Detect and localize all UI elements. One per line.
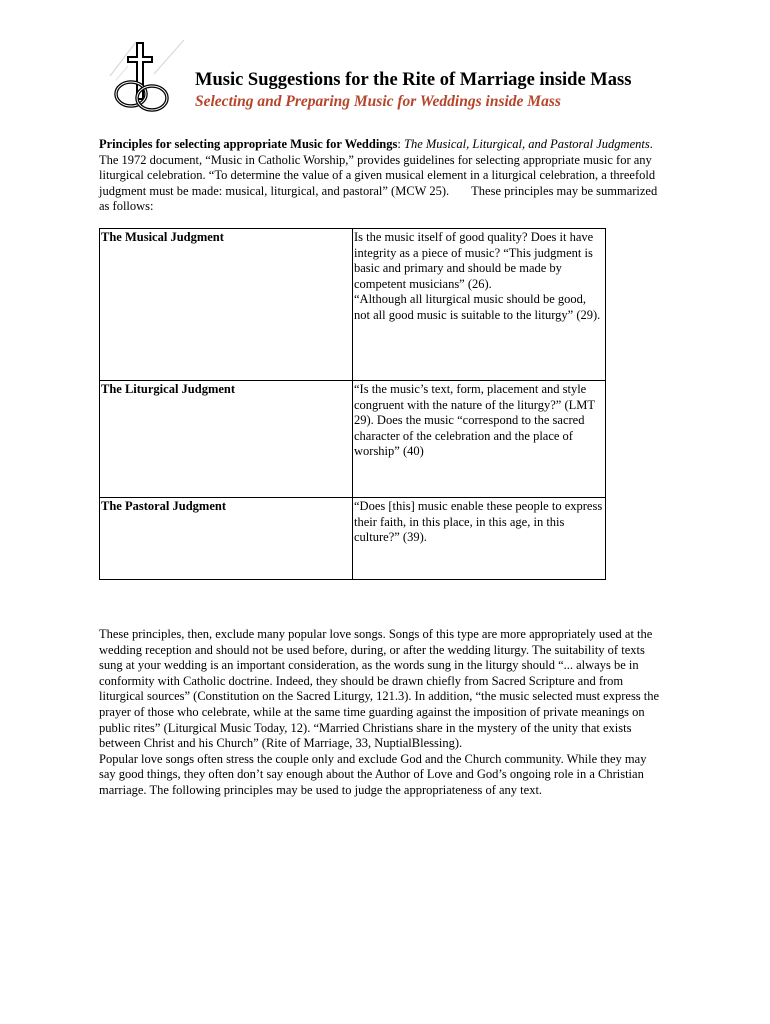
table-row [100, 498, 606, 580]
closing-text [99, 627, 665, 799]
closing-paragraph: Popular love songs often stress the couple only and exclude God and the Church community. While they may say good things, they often don’t say enough about the Author of Love and God’s ongoing role in a Christian marriage. The following principles may be used to judge the appropriateness of any text. [99, 751, 647, 797]
judgment-name: The Musical Judgment [100, 229, 353, 381]
table-row [100, 229, 606, 381]
judgment-name: The Pastoral Judgment [100, 498, 353, 580]
judgment-name: The Liturgical Judgment [100, 381, 353, 498]
judgment-description: “Does [this] music enable these people to express their faith, in this place, in this age, in this culture?” (39). [353, 498, 606, 580]
intro-tail: These principles may be summarized as follows: [99, 183, 658, 214]
intro-italic: The Musical, Liturgical, and Pastoral Judgments [404, 137, 650, 151]
judgment-text: Is the music itself of good quality? Does it have integrity as a piece of music? “This judgment is basic and primary and should be made by competent musicians” (26). [354, 230, 594, 291]
judgment-description: “Is the music’s text, form, placement and style congruent with the nature of the liturgy?” (LMT 29). Does the music “correspond to the sacred character of the celebration and the place of worship” (40) [353, 381, 606, 498]
intro-paragraph [99, 137, 665, 215]
intro-body: . The 1972 document, “Music in Catholic Worship,” provides guidelines for selecting appropriate music for any liturgical celebration. “To determine the value of a given musical element in a liturgical celebration, a threefold judgment must be made: musical, liturgical, and pastoral” (MCW 25). [99, 137, 656, 198]
page-title: Music Suggestions for the Rite of Marriage inside Mass [195, 70, 632, 90]
intro-bold-lead: Principles for selecting appropriate Music for Weddings [99, 137, 398, 151]
cross-and-rings-logo [106, 36, 196, 116]
table-row [100, 381, 606, 498]
judgment-text-quote: “Although all liturgical music should be good, not all good music is suitable to the liturgy” (29). [354, 292, 601, 322]
intro-colon: : [397, 137, 404, 151]
judgments-table [99, 228, 606, 580]
judgment-description [353, 229, 606, 381]
closing-paragraph: These principles, then, exclude many popular love songs. Songs of this type are more appropriately used at the wedding reception and should not be used before, during, or after the wedding liturgy. The suitability of texts sung at your wedding is an important consideration, as the words sung in the liturgy should “... always be in conformity with Catholic doctrine. Indeed, they should be drawn chiefly from Sacred Scripture and from liturgical sources” (Constitution on the Sacred Liturgy, 121.3). In addition, “the music selected must express the prayer of those who celebrate, while at the same time guarding against the imposition of private meanings on public rites” (Liturgical Music Today, 12). “Married Christians share in the mystery of the unity that exists between Christ and his Church” (Rite of Marriage, 33, NuptialBlessing). [99, 627, 660, 751]
page-subtitle: Selecting and Preparing Music for Weddings inside Mass [195, 93, 561, 110]
